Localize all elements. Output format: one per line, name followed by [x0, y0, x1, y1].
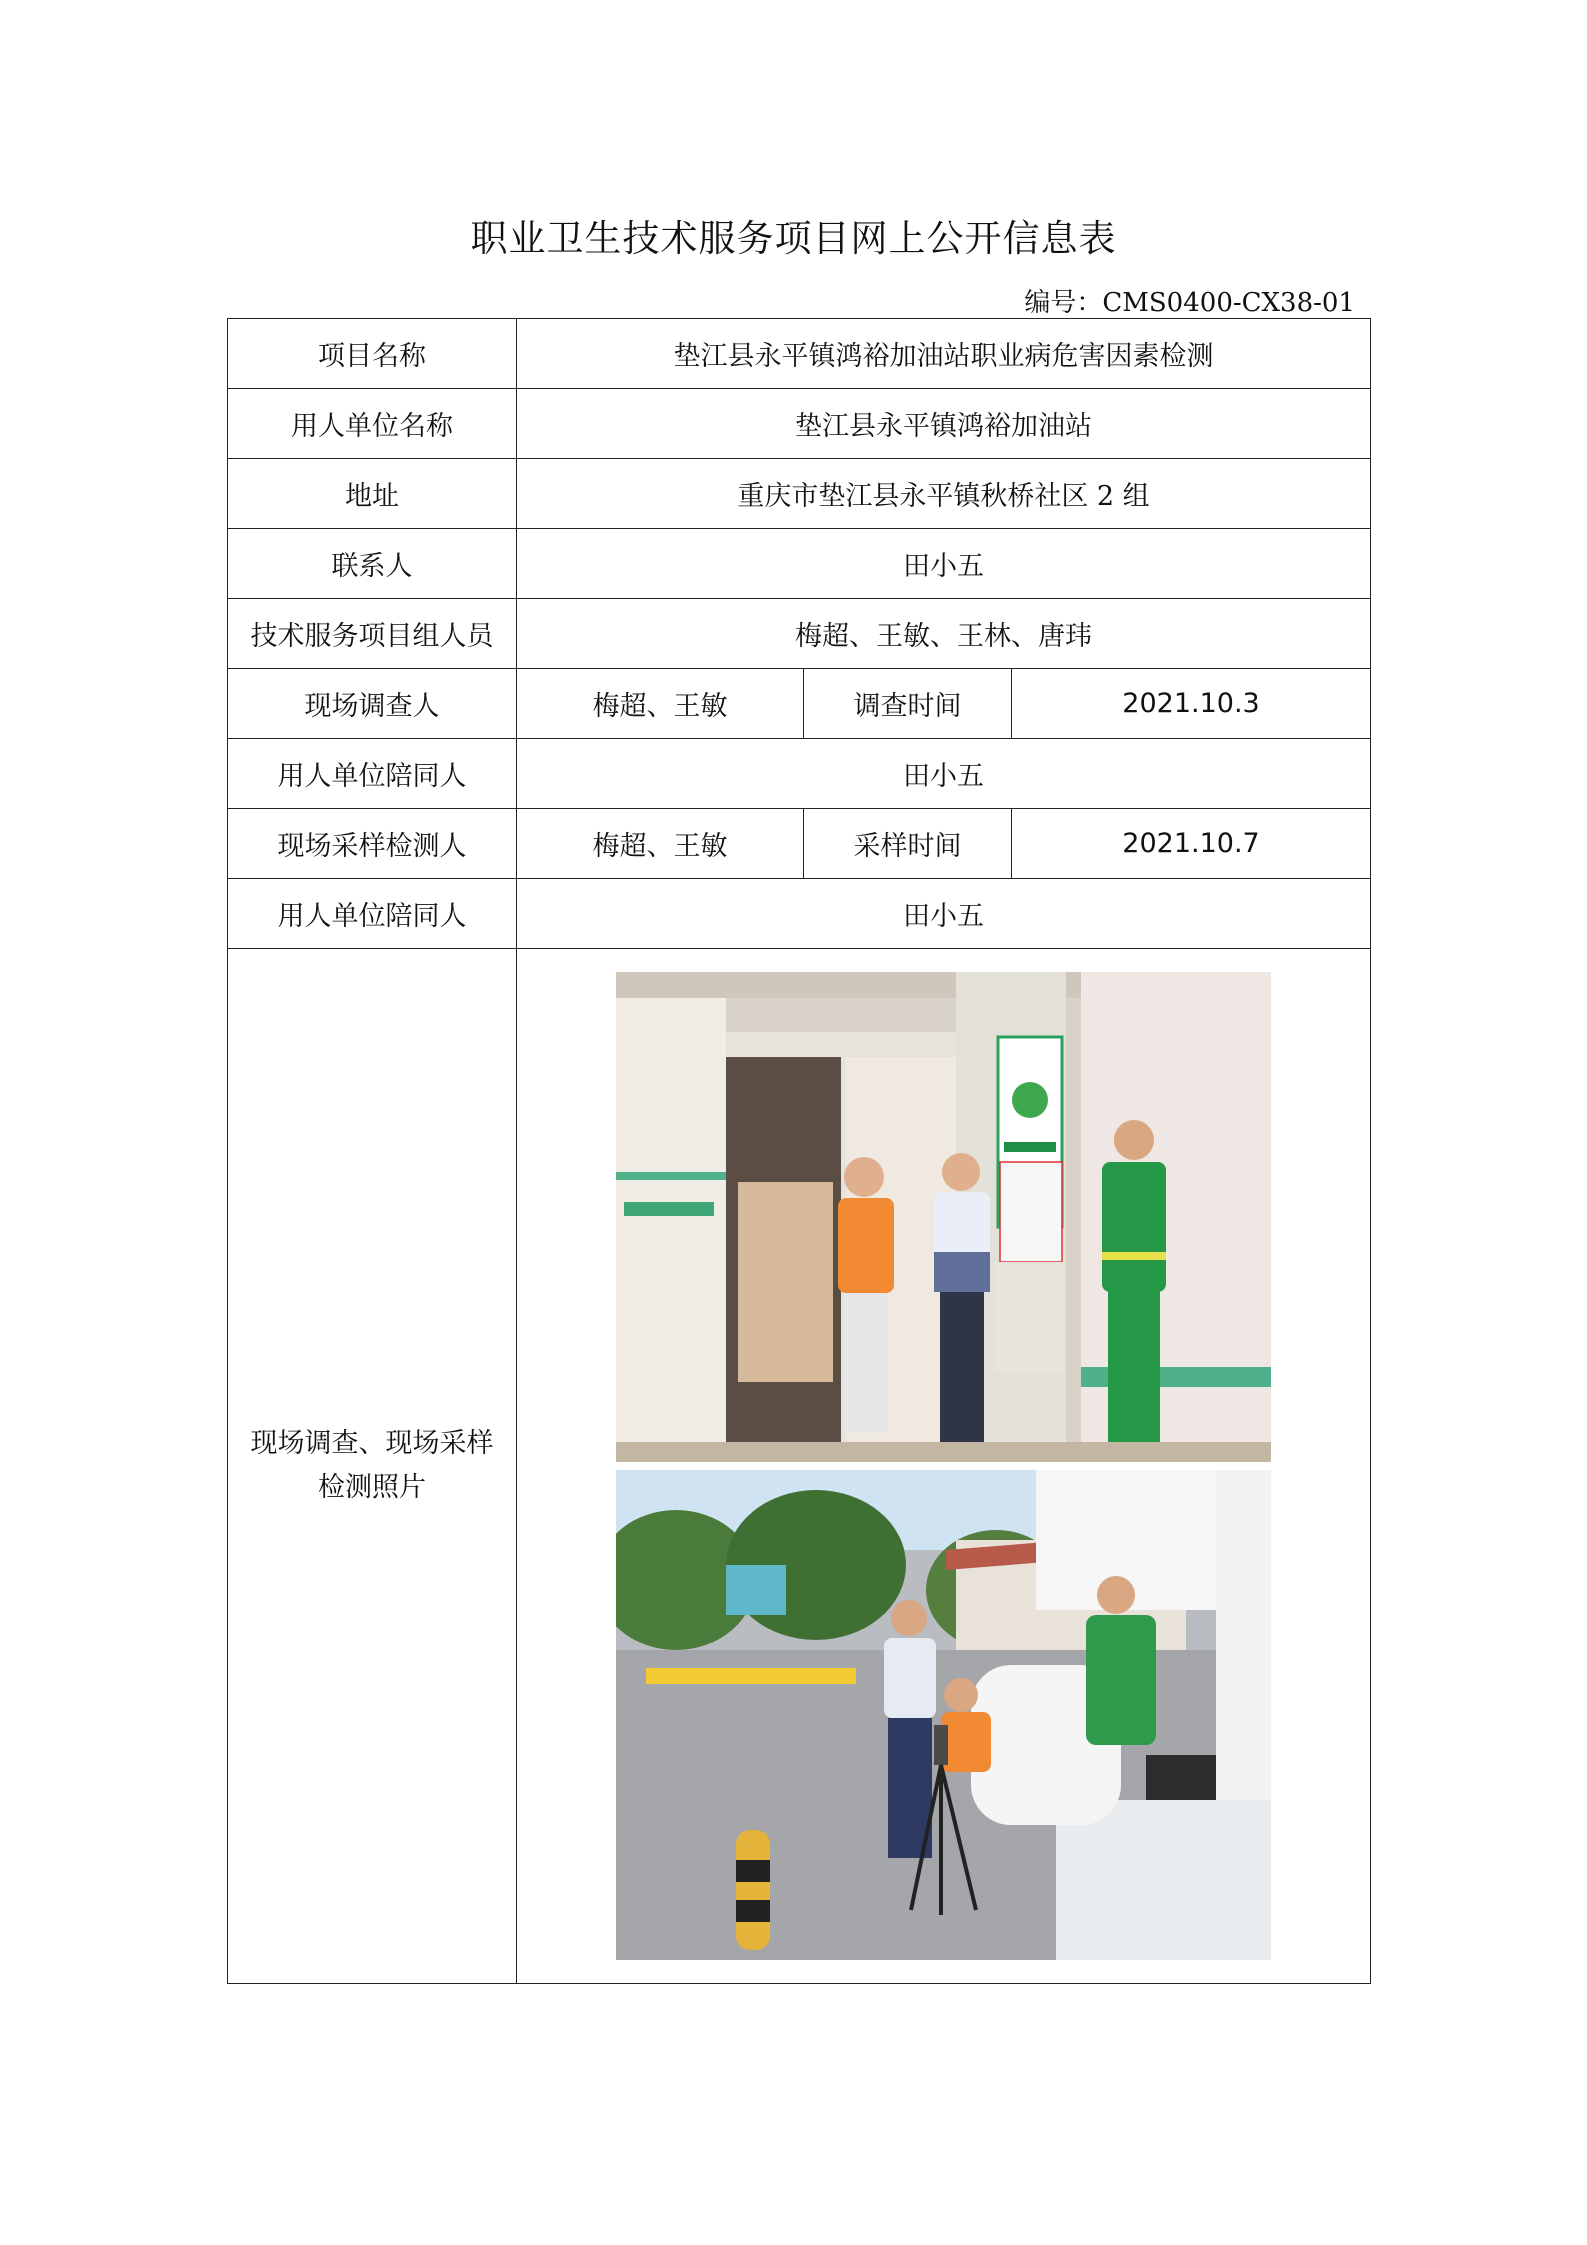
label-survey: 现场调查人: [228, 669, 517, 739]
value-team: 梅超、王敏、王林、唐玮: [517, 599, 1371, 669]
label-sampling-time: 采样时间: [804, 809, 1012, 879]
label-sampling-escort: 用人单位陪同人: [228, 879, 517, 949]
value-survey: 梅超、王敏: [517, 669, 804, 739]
value-sampling-time: 2021.10.7: [1012, 809, 1371, 879]
label-photos: [228, 949, 517, 1984]
value-employer: 垫江县永平镇鸿裕加油站: [517, 389, 1371, 459]
label-project-name: 项目名称: [228, 319, 517, 389]
document-number: 编号：CMS0400-CX38-01: [1024, 288, 1355, 318]
value-sampling: 梅超、王敏: [517, 809, 804, 879]
table-row: [228, 459, 1371, 529]
page-title: 职业卫生技术服务项目网上公开信息表: [470, 217, 1117, 260]
value-sampling-escort: 田小五: [517, 879, 1371, 949]
info-table: [227, 318, 1371, 1984]
table-row: [228, 879, 1371, 949]
value-survey-escort: 田小五: [517, 739, 1371, 809]
label-employer: 用人单位名称: [228, 389, 517, 459]
label-address: 地址: [228, 459, 517, 529]
label-sampling: 现场采样检测人: [228, 809, 517, 879]
label-contact: 联系人: [228, 529, 517, 599]
value-address: 重庆市垫江县永平镇秋桥社区 2 组: [517, 459, 1371, 529]
table-row: [228, 949, 1371, 1984]
value-survey-time: 2021.10.3: [1012, 669, 1371, 739]
value-contact: 田小五: [517, 529, 1371, 599]
photos-cell: [517, 949, 1371, 1984]
table-row: [228, 599, 1371, 669]
label-team: 技术服务项目组人员: [228, 599, 517, 669]
table-row: [228, 319, 1371, 389]
table-row: [228, 389, 1371, 459]
table-row: [228, 669, 1371, 739]
table-row: [228, 809, 1371, 879]
label-photos-line1: 现场调查、现场采样: [250, 1428, 494, 1459]
table-row: [228, 739, 1371, 809]
value-project-name: 垫江县永平镇鸿裕加油站职业病危害因素检测: [517, 319, 1371, 389]
sampling-photo: [616, 1470, 1271, 1960]
label-photos-line2: 检测照片: [318, 1472, 426, 1503]
label-survey-escort: 用人单位陪同人: [228, 739, 517, 809]
survey-photo: [616, 972, 1271, 1462]
label-survey-time: 调查时间: [804, 669, 1012, 739]
table-row: [228, 529, 1371, 599]
